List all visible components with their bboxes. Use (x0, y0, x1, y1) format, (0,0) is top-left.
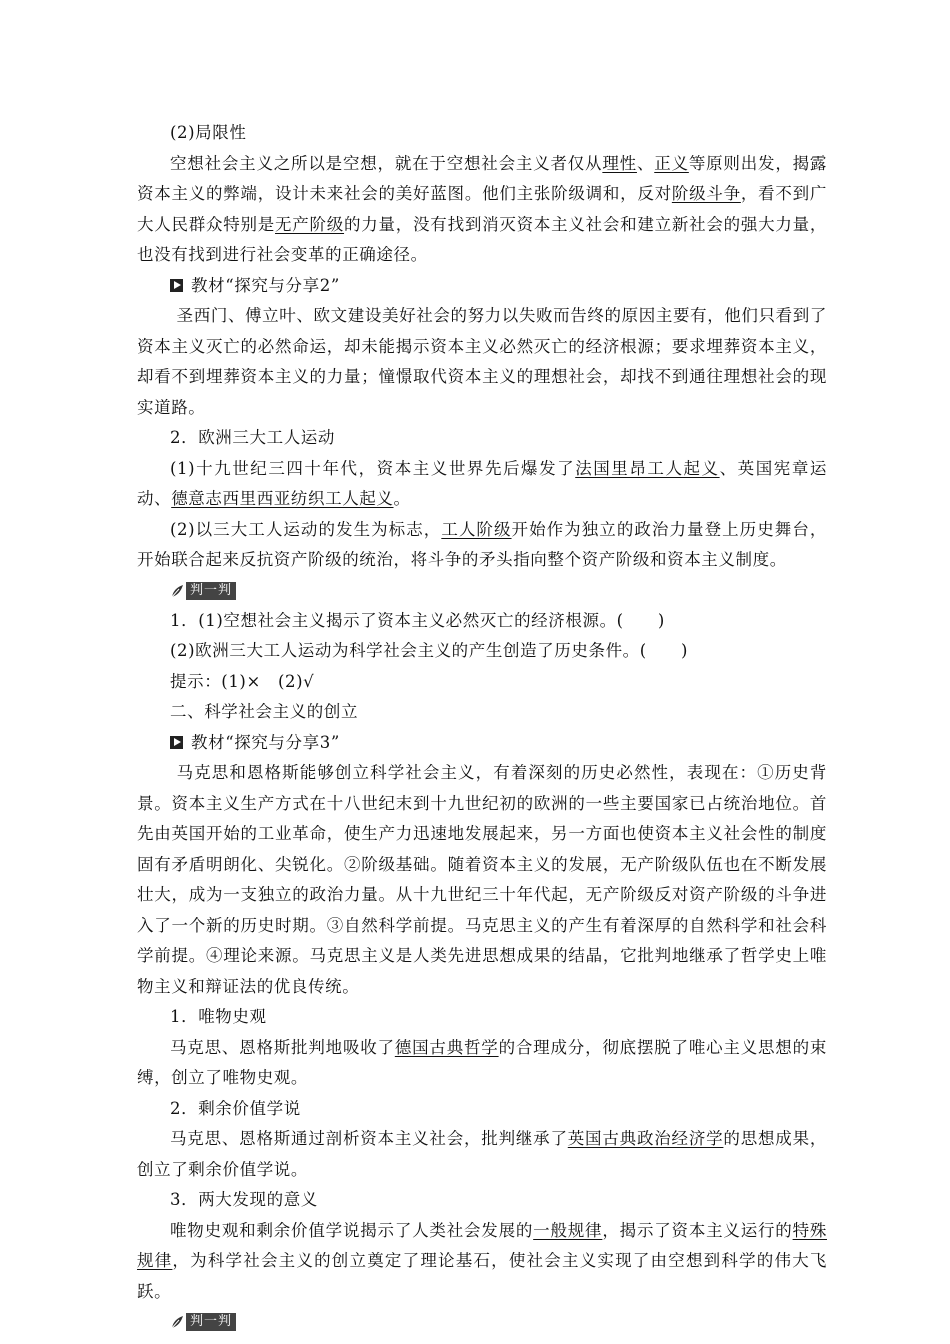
text-segment: 的合理成分，彻底摆脱了唯心主义思想的束缚，创立了唯物史观。 (137, 1037, 827, 1087)
underlined-keyword: 德意志西里西亚纺织工人起义 (171, 489, 394, 508)
text-segment: 的力量，没有找到消灭资本主义社会和建立新社会的强大力量，也没有找到进行社会变革的正确途径。 (137, 214, 827, 264)
underlined-keyword: 英国古典政治经济学 (567, 1129, 724, 1148)
historical-materialism-paragraph (137, 1033, 827, 1094)
underlined-keyword: 工人阶级 (441, 519, 512, 539)
text-segment: 。 (393, 489, 411, 508)
judge-badge: 判一判 (186, 582, 236, 600)
surplus-value-paragraph (137, 1124, 827, 1185)
limitation-paragraph (137, 149, 827, 271)
play-triangle-icon (170, 279, 183, 292)
judge-hint: 提示：(1)× (2)√ (170, 671, 315, 691)
explore3-label (137, 728, 827, 759)
workers-heading: 2．欧洲三大工人运动 (170, 428, 335, 447)
founding-heading: 二、科学社会主义的创立 (170, 702, 359, 721)
judge-question-2: (2)欧洲三大工人运动为科学社会主义的产生创造了历史条件。( ) (170, 641, 689, 660)
underlined-keyword: 一般规律 (533, 1220, 603, 1240)
limitation-heading: (2)局限性 (170, 123, 247, 142)
text-segment: 马克思、恩格斯批判地吸收了 (170, 1037, 395, 1057)
text-segment: 等原则出发，揭露资本主义的弊端，设计未来社会的美好蓝图。他们主张阶级调和，反对 (137, 153, 828, 203)
leaf-icon (170, 1315, 184, 1329)
text-segment: ，为科学社会主义的创立奠定了理论基石，使社会主义实现了由空想到科学的伟大飞跃。 (137, 1251, 827, 1301)
judge-badge-row-2 (137, 1309, 827, 1335)
text-segment: 马克思、恩格斯通过剖析资本主义社会，批判继承了 (170, 1129, 568, 1148)
explore2-label-text: 教材“探究与分享2” (191, 275, 340, 295)
text-segment: 空想社会主义之所以是空想，就在于空想社会主义者仅从 (170, 153, 603, 173)
workers-paragraph-2 (137, 515, 827, 576)
text-segment: 唯物史观和剩余价值学说揭示了人类社会发展的 (170, 1220, 534, 1240)
text-segment: 开始作为独立的政治力量登上历史舞台，开始联合起来反抗资产阶级的统治，将斗争的矛头指向整个资产阶级和资本主义制度。 (137, 519, 827, 569)
workers-paragraph-1 (137, 454, 827, 515)
explore3-label-text: 教材“探究与分享3” (191, 732, 340, 752)
document-content (137, 118, 827, 1337)
text-segment: 、英国宪章运动、 (137, 458, 827, 508)
explore2-label (137, 271, 827, 302)
underlined-keyword: 正义 (654, 153, 689, 173)
text-segment: 、 (636, 153, 655, 173)
underlined-keyword: 阶级斗争 (671, 184, 741, 203)
underlined-keyword: 无产阶级 (275, 214, 345, 234)
play-triangle-icon (170, 736, 183, 749)
judge-badge-2: 判一判 (186, 1313, 236, 1331)
significance-paragraph (137, 1216, 827, 1308)
underlined-keyword: 理性 (602, 153, 637, 173)
explore3-text: 马克思和恩格斯能够创立科学社会主义，有着深刻的历史必然性，表现在：①历史背景。资本主义生产方式在十八世纪末到十九世纪初的欧洲的一些主要国家已占统治地位。首先由英国开始的工业革命，使生产力迅速地发展起来，另一方面也使资本主义社会性的制度固有矛盾明朗化、尖锐化。②阶级基础。随着资本主义的发展，无产阶级队伍也在不断发展壮大，成为一支独立的政治力量。从十九世纪三十年代起，无产阶级反对资产阶级的斗争进入了一个新的历史时期。③自然科学前提。马克思主义的产生有着深厚的自然科学和社会科学前提。④理论来源。马克思主义是人类先进思想成果的结晶，它批判地继承了哲学史上唯物主义和辩证法的优良传统。 (137, 763, 827, 996)
underlined-keyword: 特殊规律 (137, 1220, 827, 1270)
underlined-keyword: 法国里昂工人起义 (575, 458, 720, 478)
text-segment: ，揭示了资本主义运行的 (602, 1220, 793, 1240)
text-segment: ，看不到广大人民群众特别是 (137, 184, 827, 234)
explore2-text: 圣西门、傅立叶、欧文建设美好社会的努力以失败而告终的原因主要有，他们只看到了资本主义灭亡的必然命运，却未能揭示资本主义必然灭亡的经济根源；要求埋葬资本主义，却看不到埋葬资本主义的力量；憧憬取代资本主义的理想社会，却找不到通往理想社会的现实道路。 (137, 306, 827, 417)
surplus-value-heading: 2．剩余价值学说 (170, 1098, 301, 1118)
text-segment: (1)十九世纪三四十年代，资本主义世界先后爆发了 (170, 458, 576, 478)
historical-materialism-heading: 1．唯物史观 (170, 1007, 267, 1026)
judge-badge-row (137, 578, 827, 604)
leaf-icon (170, 584, 184, 598)
underlined-keyword: 德国古典哲学 (394, 1037, 499, 1057)
judge-question-1: 1．(1)空想社会主义揭示了资本主义必然灭亡的经济根源。( ) (170, 610, 665, 630)
significance-heading: 3．两大发现的意义 (170, 1190, 318, 1209)
text-segment: (2)以三大工人运动的发生为标志， (170, 519, 442, 539)
text-segment: 的思想成果，创立了剩余价值学说。 (137, 1129, 827, 1179)
